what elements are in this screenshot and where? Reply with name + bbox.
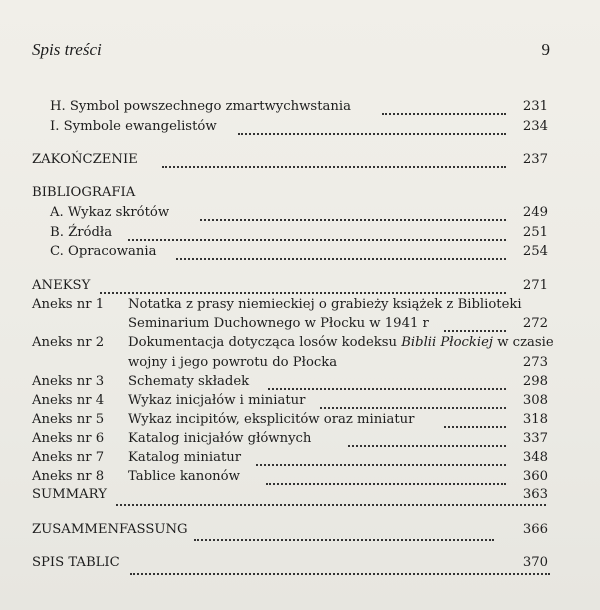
toc-entry-label: ZAKOŃCZENIE — [32, 152, 138, 167]
dot-leader — [100, 276, 506, 294]
dot-leader — [382, 97, 506, 115]
dot-leader — [176, 242, 506, 260]
toc-entry-page: 318 — [522, 412, 548, 427]
toc-entry-page: 366 — [522, 522, 548, 537]
annex-title: Wykaz inicjałów i miniatur — [128, 393, 306, 408]
toc-entry-page: 249 — [522, 205, 548, 220]
toc-entry-label: I. Symbole ewangelistów — [50, 119, 217, 134]
annex-3 — [0, 372, 600, 392]
annex-2-line-2 — [0, 353, 600, 373]
annex-6 — [0, 429, 600, 449]
toc-entry-page: 370 — [522, 555, 548, 570]
annex-title: Katalog inicjałów głównych — [128, 431, 312, 446]
annex-number: Aneks nr 4 — [32, 393, 105, 408]
dot-leader — [444, 314, 506, 332]
annex-number: Aneks nr 1 — [32, 297, 105, 312]
annex-5 — [0, 410, 600, 430]
dot-leader — [200, 203, 506, 221]
annex-title: Tablice kanonów — [128, 469, 240, 484]
page-number: 9 — [541, 40, 550, 59]
annex-1-line-2 — [0, 314, 600, 334]
dot-leader — [162, 150, 506, 168]
annex-title-italic: Biblii Płockiej — [401, 335, 494, 350]
annex-title-cont: Seminarium Duchownego w Płocku w 1941 r — [128, 316, 429, 331]
toc-entry-label: BIBLIOGRAFIA — [32, 185, 136, 200]
toc-entry-bibliografia — [0, 183, 600, 203]
annex-number: Aneks nr 3 — [32, 374, 105, 389]
annex-title: Katalog miniatur — [128, 450, 242, 465]
dot-leader — [128, 223, 506, 241]
annex-4 — [0, 391, 600, 411]
dot-leader — [116, 488, 546, 506]
toc-entry-h — [0, 97, 600, 117]
toc-entry-i — [0, 117, 600, 137]
spis-tablic-leader-row — [0, 557, 600, 577]
dot-leader — [266, 467, 506, 485]
toc-entry-page: 348 — [522, 450, 548, 465]
toc-entry-label: B. Źródła — [50, 225, 113, 240]
toc-entry-label: ANEKSY — [32, 278, 91, 293]
toc-entry-label: C. Opracowania — [50, 244, 157, 259]
toc-entry-label: SUMMARY — [32, 487, 107, 502]
annex-7 — [0, 448, 600, 468]
annex-1-line-1 — [0, 295, 600, 315]
toc-entry-b — [0, 223, 600, 243]
toc-entry-page: 251 — [522, 225, 548, 240]
annex-number: Aneks nr 8 — [32, 469, 105, 484]
dot-leader — [194, 523, 494, 541]
annex-title: Schematy składek — [128, 374, 250, 389]
toc-entry-zakonczenie — [0, 150, 600, 170]
toc-entry-page: 298 — [522, 374, 548, 389]
annex-number: Aneks nr 5 — [32, 412, 105, 427]
annex-title: Wykaz incipitów, eksplicitów oraz miniatur — [128, 412, 415, 427]
dot-leader — [130, 557, 550, 575]
toc-entry-aneksy — [0, 276, 600, 296]
dot-leader — [256, 448, 506, 466]
toc-entry-label: SPIS TABLIC — [32, 555, 120, 570]
annex-number: Aneks nr 2 — [32, 335, 105, 350]
toc-entry-page: 308 — [522, 393, 548, 408]
summary-leader-row — [0, 488, 600, 508]
toc-entry-page: 234 — [522, 119, 548, 134]
annex-number: Aneks nr 7 — [32, 450, 105, 465]
toc-entry-page: 237 — [522, 152, 548, 167]
dot-leader — [238, 117, 506, 135]
annex-title-part: w czasie — [493, 335, 554, 350]
annex-title-cont: wojny i jego powrotu do Płocka — [128, 355, 338, 370]
annex-title: Notatka z prasy niemieckiej o grabieży książek z Biblioteki — [128, 297, 522, 312]
running-head — [32, 40, 550, 64]
dot-leader — [348, 429, 506, 447]
toc-entry-page: 231 — [522, 99, 548, 114]
annex-title-part: Dokumentacja dotycząca losów kodeksu — [128, 335, 402, 350]
zusammenfassung-leader-row — [0, 523, 600, 543]
toc-entry-page: 363 — [522, 487, 548, 502]
toc-entry-label: H. Symbol powszechnego zmartwychwstania — [50, 99, 351, 114]
dot-leader — [444, 410, 506, 428]
annex-number: Aneks nr 6 — [32, 431, 105, 446]
toc-entry-label: ZUSAMMENFASSUNG — [32, 522, 188, 537]
annex-8 — [0, 467, 600, 487]
toc-entry-page: 273 — [522, 355, 548, 370]
dot-leader — [268, 372, 506, 390]
toc-entry-a — [0, 203, 600, 223]
running-title: Spis treści — [32, 40, 102, 59]
toc-entry-c — [0, 242, 600, 262]
annex-2-line-1 — [0, 333, 600, 353]
toc-entry-page: 271 — [522, 278, 548, 293]
annex-title — [128, 333, 554, 353]
toc-entry-label: A. Wykaz skrótów — [50, 205, 170, 220]
toc-entry-page: 360 — [522, 469, 548, 484]
dot-leader — [320, 391, 506, 409]
toc-entry-page: 254 — [522, 244, 548, 259]
toc-entry-page: 272 — [522, 316, 548, 331]
toc-entry-page: 337 — [522, 431, 548, 446]
